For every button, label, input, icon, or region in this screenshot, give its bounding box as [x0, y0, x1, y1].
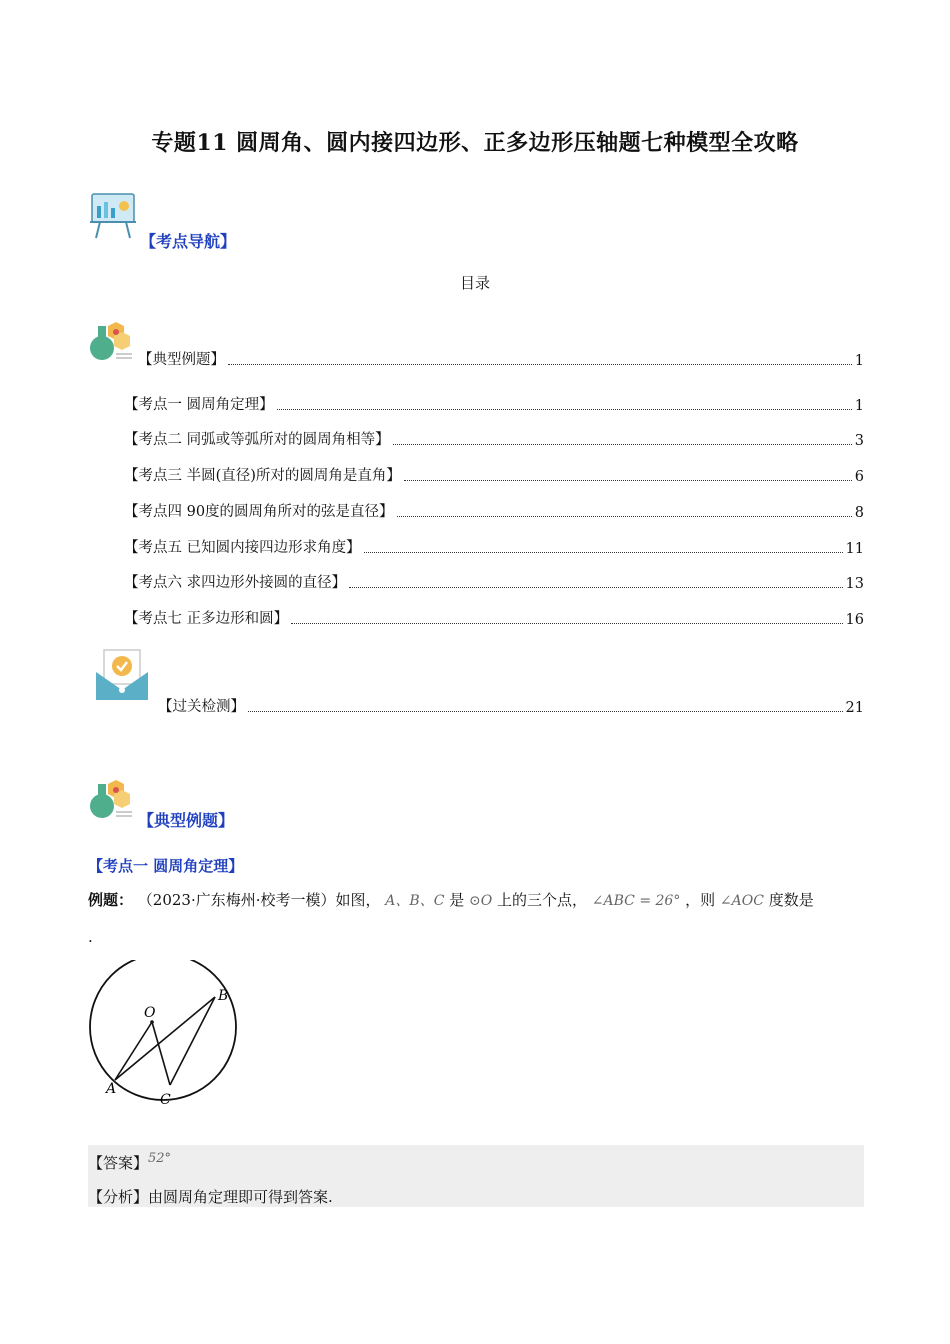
example-text-2: 上的三个点， [497, 891, 588, 909]
toc-entry[interactable] [124, 394, 864, 414]
toc-entry-page: 8 [854, 505, 864, 521]
toc-leader-dots [277, 408, 852, 410]
toc-entry-page: 1 [854, 353, 864, 369]
toc-entry-page: 3 [854, 433, 864, 449]
toc-leader-dots [228, 363, 852, 365]
segment-OA [115, 1022, 152, 1080]
flask-icon [88, 776, 134, 822]
toc-entry-label: 【典型例题】 [138, 352, 225, 368]
example-end: . [88, 928, 93, 946]
label-A: A [106, 1081, 117, 1097]
example-text-3: ，则 [685, 891, 716, 909]
toc-entry-label: 【考点七 正多边形和圆】 [124, 611, 289, 627]
example-text-4: 度数是 [768, 891, 814, 909]
circle-outline [90, 960, 236, 1100]
toc-entry-label: 【考点二 同弧或等弧所对的圆周角相等】 [124, 432, 390, 448]
answer-line [88, 1151, 171, 1173]
easel-chart-icon [88, 190, 138, 240]
toc-entry-label: 【过关检测】 [158, 699, 245, 715]
toc-entry-page: 1 [854, 398, 864, 414]
toc-entry-label: 【考点一 圆周角定理】 [124, 397, 274, 413]
label-B: B [218, 988, 229, 1004]
example-text-1: 是 [449, 891, 465, 909]
toc-entry-label: 【考点四 90度的圆周角所对的弦是直径】 [124, 504, 394, 520]
segment-CB [170, 997, 215, 1085]
toc-leader-dots [393, 443, 852, 445]
topic-heading: 【考点一 圆周角定理】 [88, 857, 244, 875]
toc-entry-page: 16 [845, 612, 864, 628]
analysis-text: 由圆周角定理即可得到答案. [148, 1188, 333, 1206]
toc-leader-dots [364, 551, 843, 553]
toc-entry-page: 6 [854, 469, 864, 485]
toc-leader-dots [291, 622, 842, 624]
toc-entry[interactable] [124, 572, 864, 592]
example-points: A、B、C [385, 893, 445, 909]
toc-entry[interactable] [138, 349, 864, 369]
toc-entry-label: 【考点五 已知圆内接四边形求角度】 [124, 540, 361, 556]
circle-figure [82, 960, 242, 1110]
toc-entry-label: 【考点三 半圆(直径)所对的圆周角是直角】 [124, 468, 401, 484]
toc-entry-page: 21 [845, 700, 864, 716]
nav-heading: 【考点导航】 [140, 232, 237, 251]
toc-entry[interactable] [124, 608, 864, 628]
toc-leader-dots [248, 710, 843, 712]
example-angle-asked: ∠AOC [719, 893, 764, 909]
page-title: 专题11 圆周角、圆内接四边形、正多边形压轴题七种模型全攻略 [151, 130, 799, 156]
toc-entry[interactable] [124, 465, 864, 485]
example-circle: ⊙O [469, 893, 493, 909]
toc-leader-dots [349, 586, 842, 588]
toc-title: 目录 [459, 274, 490, 292]
label-O: O [144, 1005, 156, 1021]
toc-leader-dots [397, 515, 852, 517]
analysis-label: 【分析】 [88, 1188, 149, 1206]
toc-entry[interactable] [124, 537, 864, 557]
analysis-line [88, 1186, 333, 1207]
example-angle-given: ∠ABC = 26° [591, 893, 681, 909]
example-source: （2023·广东梅州·校考一模）如图， [137, 891, 381, 909]
example-question [88, 889, 864, 910]
section-heading: 【典型例题】 [138, 811, 235, 830]
flask-icon [88, 318, 134, 364]
answer-label: 【答案】 [88, 1154, 149, 1172]
toc-entry[interactable] [158, 696, 864, 716]
answer-value: 52° [148, 1151, 172, 1166]
toc-entry[interactable] [124, 429, 864, 449]
toc-entry[interactable] [124, 501, 864, 521]
envelope-check-icon [94, 648, 150, 702]
toc-entry-page: 13 [845, 576, 864, 592]
toc-entry-page: 11 [845, 541, 864, 557]
toc-entry-label: 【考点六 求四边形外接圆的直径】 [124, 575, 347, 591]
example-label: 例题： [88, 891, 134, 909]
segment-OC [152, 1022, 170, 1085]
label-C: C [160, 1092, 171, 1108]
toc-leader-dots [404, 479, 852, 481]
